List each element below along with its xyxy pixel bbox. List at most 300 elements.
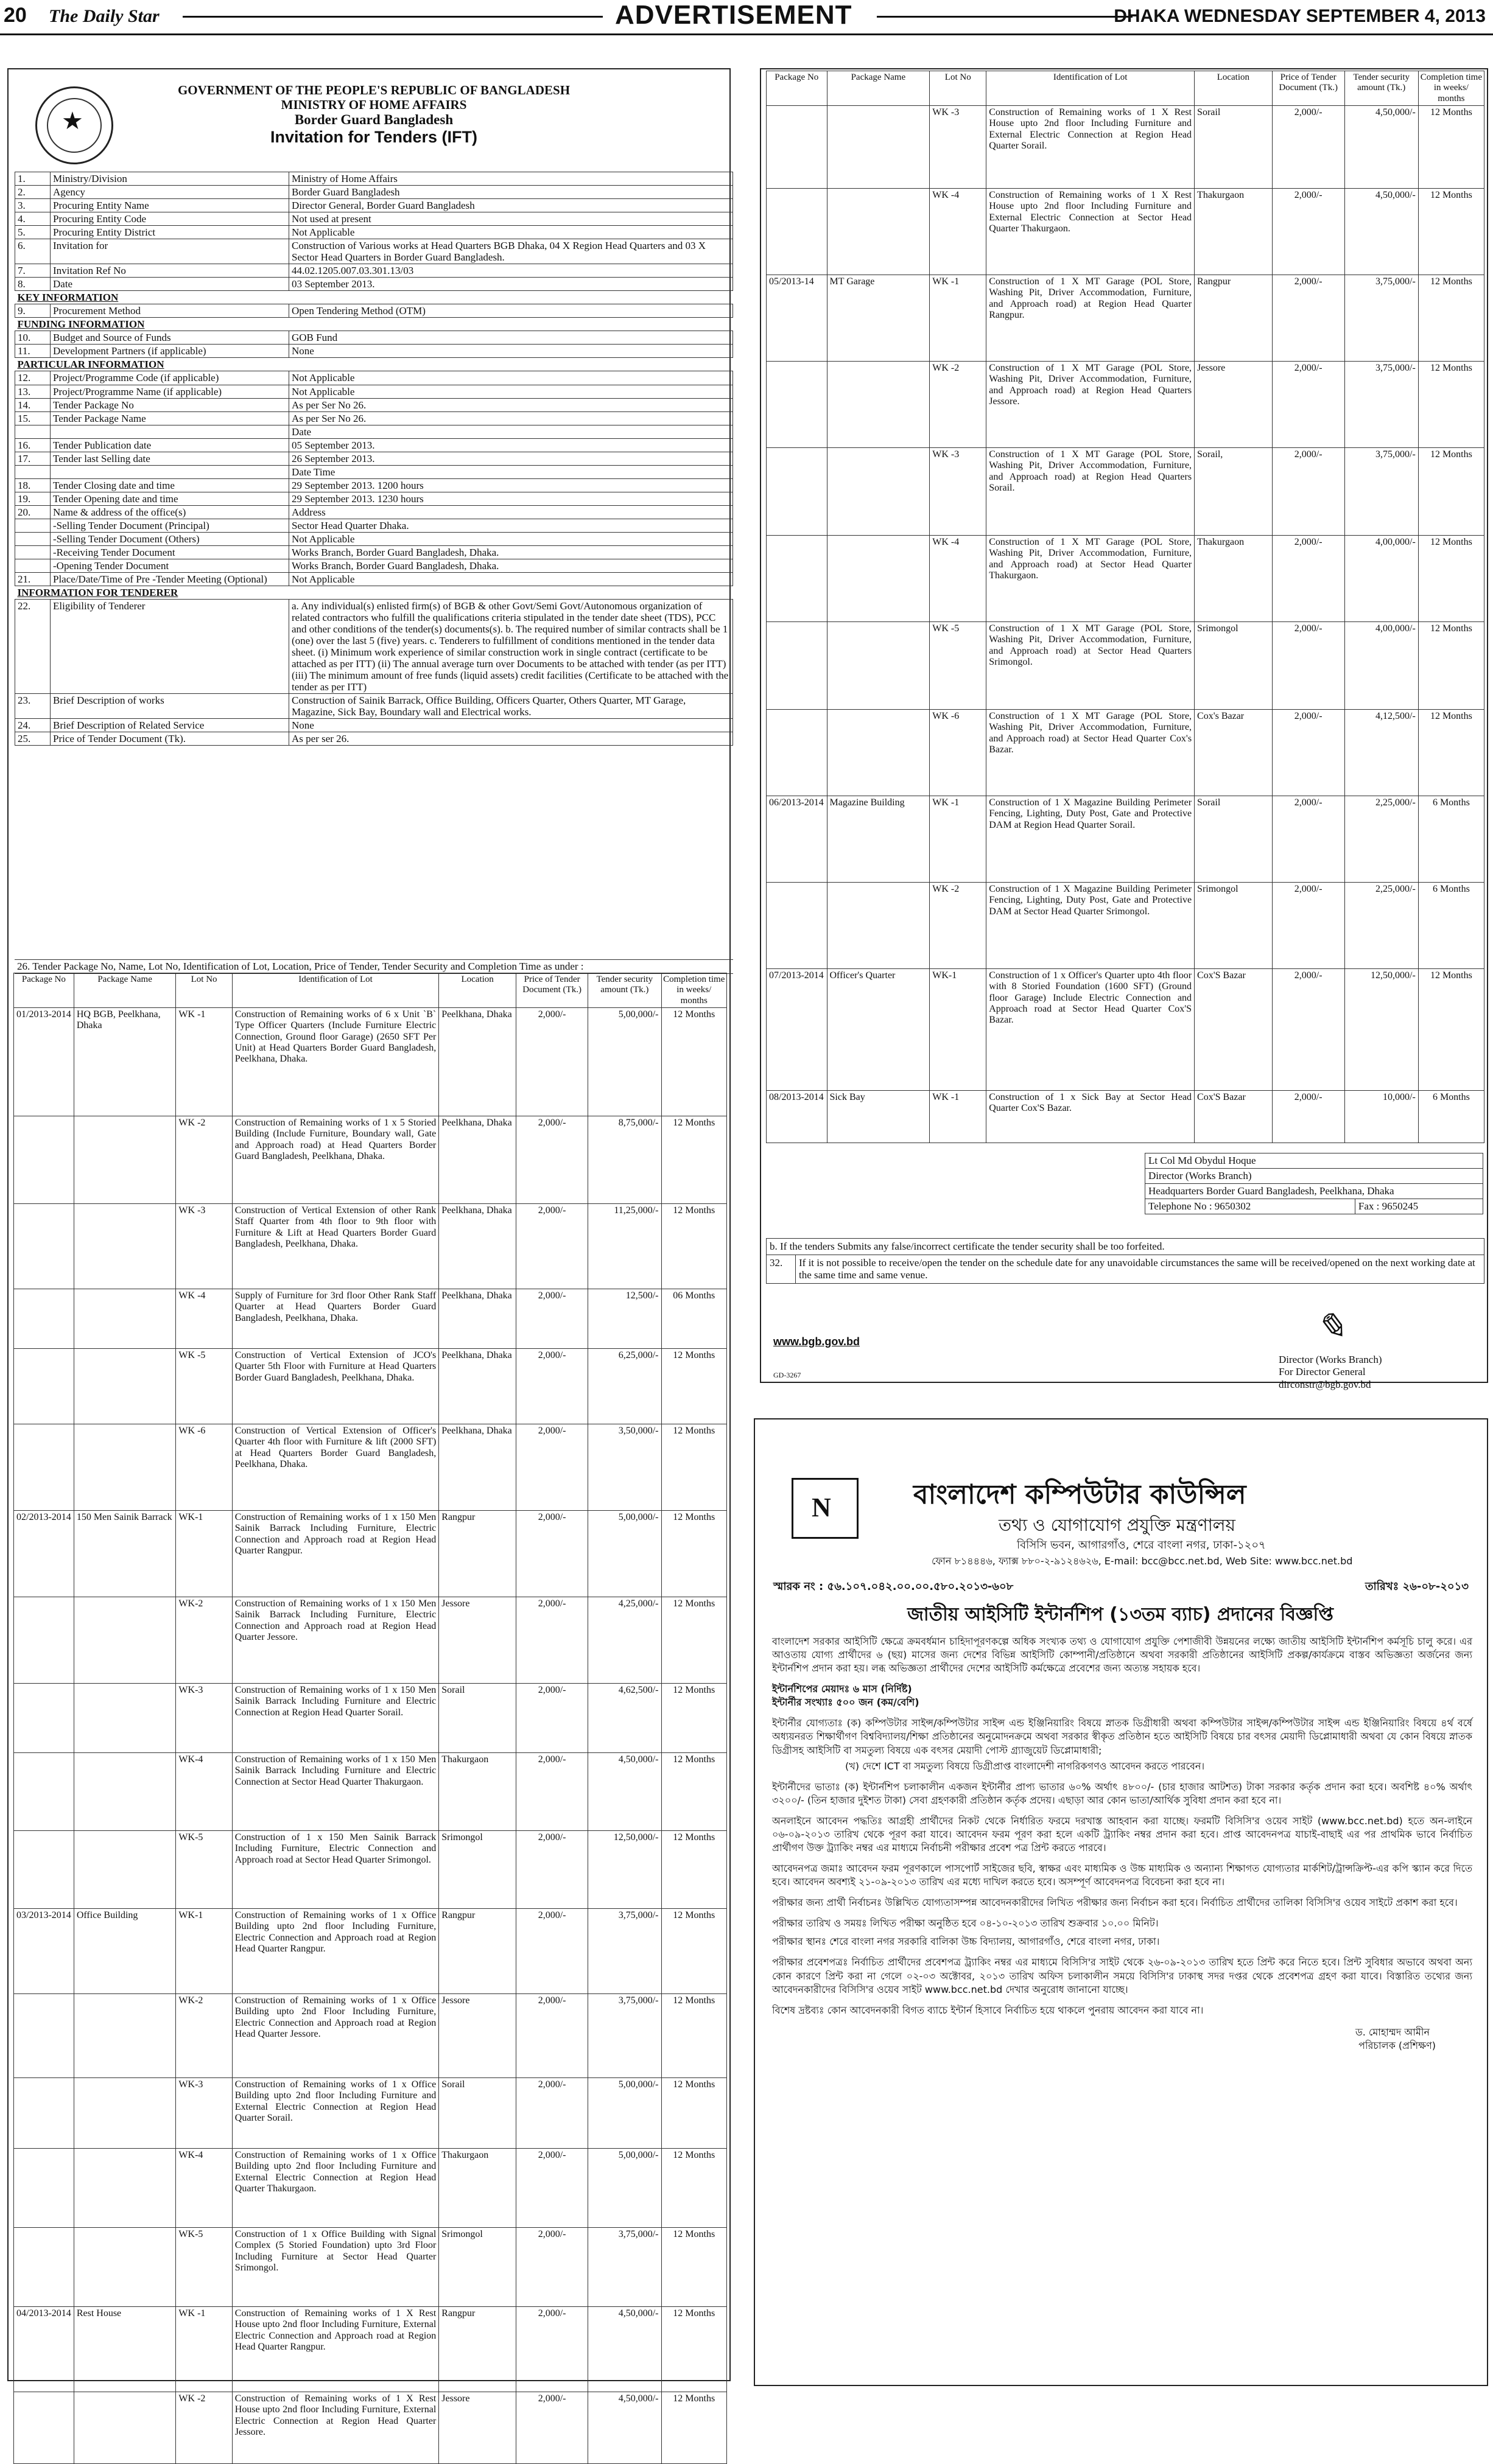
info-value: a. Any individual(s) enlisted firm(s) of BGB & other Govt/Semi Govt/Autonomous organization of related contractors who fulfill the qualifications criteria stipulated in the tender date sheet (TDS), PCC and other conditions of the tender(s) documents(s). b. The required number of similar contracts shall be 1 (one) over the last 5 (five) years. c. Tenderers to fulfillment of conditions mentioned in the tender data sheet. (i) Minimum work experience of similar construction work in single contract (certificate to be attached as per ITT) (ii) The annual average turn over Documents to be attached with tender (as per ITT) (iii) The minimum amount of free funds (liquid assets) credit facilities (Certificate to be attached with the tender as per ITT) [289, 600, 733, 694]
package-cell-price: 2,000/- [516, 1424, 588, 1510]
package-cell-lot: WK -4 [930, 188, 986, 275]
package-cell-lot: WK -3 [930, 447, 986, 535]
info-row [15, 278, 733, 291]
info-section-heading: PARTICULAR INFORMATION [15, 358, 733, 371]
info-value: GOB Fund [289, 331, 733, 345]
package-cell-sec: 12,50,000/- [1344, 968, 1418, 1090]
package-cell-price: 2,000/- [516, 1993, 588, 2077]
package-cell-loc: Thakurgaon [1195, 188, 1273, 275]
info-number: 10. [15, 331, 51, 345]
package-cell-sec: 5,00,000/- [588, 1510, 661, 1597]
package-cell-price: 2,000/- [516, 1203, 588, 1289]
package-row [14, 2392, 727, 2463]
package-cell-loc: Cox'S Bazar [1195, 968, 1273, 1090]
package-cell-time: 6 Months [1418, 1090, 1484, 1143]
info-value: Ministry of Home Affairs [289, 172, 733, 186]
package-cell-sec: 3,75,000/- [1344, 447, 1418, 535]
package-cell-name: HQ BGB, Peelkhana, Dhaka [74, 1007, 176, 1116]
info-label: Project/Programme Name (if applicable) [51, 385, 289, 398]
package-cell-time: 12 Months [661, 2392, 726, 2463]
package-cell-lot: WK-4 [176, 2148, 232, 2227]
column-header: Price of Tender Document (Tk.) [516, 973, 588, 1008]
package-cell-price: 2,000/- [1272, 968, 1344, 1090]
package-cell-pkg [14, 1830, 74, 1908]
package-cell-id: Construction of 1 x Officer's Quarter upto 4th floor with 8 Storied Foundation (1600 SFT) (Ground floor Garage) Include Electric Connection and Approach road at Sector Head Quarter Cox'S Bazar. [986, 968, 1195, 1090]
package-cell-pkg [14, 1289, 74, 1348]
package-cell-lot: WK-2 [176, 1597, 232, 1683]
info-value: None [289, 719, 733, 732]
info-row [15, 519, 733, 532]
info-row [15, 425, 733, 438]
package-row [14, 2306, 727, 2392]
package-cell-price: 2,000/- [516, 1510, 588, 1597]
package-cell-loc: Jessore [1195, 361, 1273, 447]
info-section-heading: INFORMATION FOR TENDERER [15, 586, 733, 599]
package-cell-lot: WK-1 [176, 1908, 232, 1993]
info-label [51, 425, 289, 438]
info-value: Date Time [289, 465, 733, 478]
info-number: 2. [15, 186, 51, 199]
package-cell-pkg: 03/2013-2014 [14, 1908, 74, 1993]
package-cell-loc: Srimongol [439, 1830, 516, 1908]
package-cell-lot: WK -2 [930, 882, 986, 968]
package-cell-loc: Sorail, [1195, 447, 1273, 535]
package-row [767, 535, 1484, 621]
package-cell-sec: 4,00,000/- [1344, 621, 1418, 709]
package-row [14, 1683, 727, 1752]
section-title: ADVERTISEMENT [615, 0, 852, 30]
package-row [14, 2227, 727, 2306]
info-label: Date [51, 278, 289, 291]
package-cell-time: 12 Months [661, 1830, 726, 1908]
package-row [767, 105, 1484, 188]
package-row [14, 1993, 727, 2077]
package-cell-name [827, 709, 930, 796]
package-cell-time: 12 Months [1418, 621, 1484, 709]
package-cell-name: 150 Men Sainik Barrack [74, 1510, 176, 1597]
info-number [15, 465, 51, 478]
package-cell-lot: WK-3 [176, 1683, 232, 1752]
package-cell-pkg [14, 2392, 74, 2463]
package-cell-id: Construction of Vertical Extension of Officer's Quarter 4th floor with Furniture & lift (2000 SFT) at Head Quarters Border Guard Bangladesh, Peelkhana, Dhaka. [232, 1424, 438, 1510]
package-cell-name [827, 361, 930, 447]
package-cell-price: 2,000/- [1272, 535, 1344, 621]
info-number: 18. [15, 478, 51, 492]
package-cell-name [74, 1683, 176, 1752]
package-cell-loc: Srimongol [439, 2227, 516, 2306]
info-number: 19. [15, 492, 51, 505]
column-header: Location [1195, 71, 1273, 106]
info-row [15, 199, 733, 212]
tender-info-table [15, 172, 733, 746]
info-label: Price of Tender Document (Tk). [51, 732, 289, 746]
info-number: 20. [15, 505, 51, 519]
package-cell-id: Construction of Vertical Extension of JCO's Quarter 5th Floor with Furniture at Head Quarters Border Guard Bangladesh, Peelkhana, Dhaka. [232, 1348, 438, 1424]
info-row [15, 345, 733, 358]
package-cell-id: Construction of Remaining works of 1 X Rest House upto 2nd floor Including Furniture and External Electric Connection at Sector Head Quarter Thakurgaon. [986, 188, 1195, 275]
bcc-address: বিসিসি ভবন, আগারগাঁও, শেরে বাংলা নগর, ঢাকা-১২০৭ [1017, 1539, 1266, 1552]
info-label: Development Partners (if applicable) [51, 345, 289, 358]
package-cell-id: Construction of 1 x 150 Men Sainik Barrack Including Furniture, Electric Connection and Approach road at Sector Head Quarter Srimongol. [232, 1830, 438, 1908]
info-value: Not Applicable [289, 572, 733, 586]
para-intro: বাংলাদেশ সরকার আইসিটি ক্ষেত্রে ক্রমবর্ধমান চাহিদাপূরণকল্পে অধিক সংখ্যক তথ্য ও যোগাযোগ প্রযুক্তি পেশাজীবী উন্নয়নের লক্ষ্যে জাতীয় আইসিটি ইন্টার্নশিপ কর্মসূচি চালু করে। এর আওতায় যোগ্য প্রার্থীদের ৬ (ছয়) মাসের জন্য দেশের বিভিন্ন আইসিটি কোম্পানী/প্রতিষ্ঠানে অথবা সরকারী প্রতিষ্ঠানের আইসিটি প্রকল্প/কার্যক্রমে বাস্তব অভিজ্ঞতা অর্জনের জন্য ইন্টার্নশিপ প্রদান করা হয়। লব্ধ অভিজ্ঞতা প্রার্থীদের দেশের আইসিটি কর্মক্ষেত্রে প্রবেশের জন্য অত্যন্ত সহায়ক হবে। [772, 1636, 1472, 1675]
package-cell-id: Construction of 1 X MT Garage (POL Store, Washing Pit, Driver Accommodation, Furniture, and Approach road) at Region Head Quarter Rangpur. [986, 275, 1195, 361]
info-value: Not used at present [289, 212, 733, 226]
package-cell-sec: 3,75,000/- [1344, 361, 1418, 447]
package-cell-lot: WK-4 [176, 1752, 232, 1830]
package-cell-lot: WK-2 [176, 1993, 232, 2077]
package-cell-sec: 4,50,000/- [588, 2306, 661, 2392]
package-cell-id: Construction of Remaining works of 1 X Rest House upto 2nd floor Including Furniture and External Electric Connection at Region Head Quarter Sorail. [986, 105, 1195, 188]
info-label: Budget and Source of Funds [51, 331, 289, 345]
info-row [15, 732, 733, 746]
package-cell-lot: WK-5 [176, 1830, 232, 1908]
info-label: Procurement Method [51, 304, 289, 318]
note-32-number: 32. [767, 1255, 796, 1284]
package-cell-id: Construction of 1 X Magazine Building Perimeter Fencing, Lighting, Duty Post, Gate and Protective DAM at Region Head Quarter Sorail. [986, 796, 1195, 882]
info-value: None [289, 345, 733, 358]
package-cell-time: 12 Months [1418, 968, 1484, 1090]
info-row [15, 172, 733, 186]
info-label: Eligibility of Tenderer [51, 600, 289, 694]
director-email: dirconstr@bgb.gov.bd [1279, 1378, 1371, 1390]
info-label: Invitation for [51, 239, 289, 264]
info-number: 4. [15, 212, 51, 226]
package-cell-pkg: 07/2013-2014 [767, 968, 827, 1090]
package-row [14, 1597, 727, 1683]
package-cell-pkg [767, 361, 827, 447]
info-value: 03 September 2013. [289, 278, 733, 291]
para-exam-venue: পরীক্ষার স্থানঃ শেরে বাংলা নগর সরকারি বালিকা উচ্চ বিদ্যালয়, আগারগাঁও, শেরে বাংলা নগর, ঢাকা। [772, 1936, 1160, 1948]
package-row [767, 188, 1484, 275]
signatory-bn-name: ড. মোহাম্মদ আমীন [1355, 2026, 1430, 2038]
package-row [14, 1510, 727, 1597]
package-cell-name [827, 882, 930, 968]
package-cell-name [827, 535, 930, 621]
package-cell-pkg [14, 1752, 74, 1830]
package-cell-pkg: 08/2013-2014 [767, 1090, 827, 1143]
info-row [15, 545, 733, 559]
info-value: Works Branch, Border Guard Bangladesh, Dhaka. [289, 559, 733, 572]
package-row [14, 1289, 727, 1348]
package-cell-time: 12 Months [661, 1203, 726, 1289]
note-32: If it is not possible to receive/open the tender on the schedule date for any unavoidable circumstances the same will be received/opened on the next working date at the same time and same venue. [796, 1255, 1484, 1284]
package-cell-lot: WK -3 [176, 1203, 232, 1289]
bcc-contact: ফোন ৮১৪৪৪৬, ফ্যাক্স ৮৮০-২-৯১২৪৬২৬, E-mail: bcc@bcc.net.bd, Web Site: www.bcc.net.bd [932, 1555, 1353, 1567]
info-row [15, 264, 733, 278]
column-header: Location [439, 973, 516, 1008]
info-number: 1. [15, 172, 51, 186]
info-number [15, 519, 51, 532]
info-row [15, 304, 733, 318]
package-row [14, 1752, 727, 1830]
director-for: For Director General [1279, 1366, 1366, 1378]
package-cell-time: 12 Months [661, 1348, 726, 1424]
package-cell-pkg [14, 1683, 74, 1752]
package-cell-sec: 4,50,000/- [1344, 188, 1418, 275]
package-cell-pkg [14, 2227, 74, 2306]
para-admit-card: পরীক্ষার প্রবেশপত্রঃ নির্বাচিত প্রার্থীদের প্রবেশপত্র ট্র্যাকিং নম্বর এর মাধ্যমে বিসিসি'র সাইট থেকে ২৬-০৯-২০১৩ তারিখ হতে প্রিন্ট করে নিতে হবে। প্রিন্ট সুবিধার অভাবে অথবা অন্য কোন কারণে প্রিন্ট করা না গেলে ০২-০৩ অক্টোবর, ২০১৩ তারিখ অফিস চলাকালীন সময়ে বিসিসি'র ঢাকাস্থ সদর দপ্তর থেকে প্রবেশপত্র গ্রহণ করা যাবে। বিস্তারিত তথ্যের জন্য আবেদনকারীদের বিসিসি'র ওয়েব সাইট www.bcc.net.bd দেখার অনুরোধ জানানো যাচ্ছে। [772, 1956, 1472, 1995]
package-cell-time: 12 Months [1418, 188, 1484, 275]
package-row [14, 1830, 727, 1908]
info-number: 16. [15, 438, 51, 452]
package-cell-lot: WK -2 [176, 1116, 232, 1203]
package-cell-time: 12 Months [1418, 361, 1484, 447]
package-cell-lot: WK -1 [176, 2306, 232, 2392]
column-header: Package Name [827, 71, 930, 106]
signatory-block [1145, 1153, 1483, 1214]
dateline: DHAKA WEDNESDAY SEPTEMBER 4, 2013 [1114, 6, 1486, 26]
package-cell-price: 2,000/- [1272, 709, 1344, 796]
package-cell-lot: WK-1 [930, 968, 986, 1090]
package-cell-time: 12 Months [1418, 535, 1484, 621]
package-cell-price: 2,000/- [516, 1116, 588, 1203]
package-cell-pkg [14, 1116, 74, 1203]
package-cell-sec: 5,00,000/- [588, 1007, 661, 1116]
package-cell-time: 12 Months [661, 1597, 726, 1683]
info-value: Construction of Various works at Head Quarters BGB Dhaka, 04 X Region Head Quarters and 03 X Sector Head Quarters in Border Guard Bangladesh. [289, 239, 733, 264]
package-cell-sec: 2,25,000/- [1344, 882, 1418, 968]
package-cell-time: 12 Months [661, 1752, 726, 1830]
package-cell-name [827, 621, 930, 709]
info-value: Not Applicable [289, 385, 733, 398]
package-cell-pkg [767, 447, 827, 535]
package-row [767, 1090, 1484, 1143]
package-cell-time: 12 Months [661, 2306, 726, 2392]
info-label: Tender last Selling date [51, 452, 289, 465]
package-cell-id: Construction of 1 x Office Building with Signal Complex (5 Storied Foundation) upto 3rd Floor Including Furniture at Sector Head Quarter Srimongol. [232, 2227, 438, 2306]
info-row [15, 600, 733, 694]
package-cell-id: Construction of 1 X MT Garage (POL Store, Washing Pit, Driver Accommodation, Furniture, and Approach road) at Sector Head Quarter Cox's Bazar. [986, 709, 1195, 796]
package-cell-lot: WK -3 [930, 105, 986, 188]
package-table-right [766, 71, 1484, 1143]
info-row [15, 385, 733, 398]
package-cell-time: 6 Months [1418, 882, 1484, 968]
bgb-website-link[interactable]: www.bgb.gov.bd [773, 1335, 860, 1348]
info-row [15, 239, 733, 264]
column-header: Tender security amount (Tk.) [1344, 71, 1418, 106]
para-eligibility: ইন্টার্নীর যোগ্যতাঃ (ক) কম্পিউটার সাইন্স/কম্পিউটার সাইন্স এন্ড ইঞ্জিনিয়ারিং বিষয়ে স্নাতক ডিগ্রীধারী অথবা কম্পিউটার সাইন্স/কম্পিউটার সাইন্স এন্ড ইঞ্জিনিয়ারিং বিষয়ে ৪র্থ বর্ষে অধ্যয়নরত শিক্ষার্থীগণ বিশ্ববিদ্যালয়/শিক্ষা প্রতিষ্ঠানের অনুমোদনক্রমে অথবা সরকার স্বীকৃত প্রতিষ্ঠান হতে আইসিটি বিষয়ে চার বৎসর মেয়াদী ডিপ্লোমাধারী অথবা যে কোন বিষয়ে স্নাতক ডিগ্রীসহ আইসিটি বা সমতুল্য বিষয়ে এক বৎসর মেয়াদী পোস্ট গ্র্যাজুয়েট ডিপ্লোমাধারী; [772, 1717, 1472, 1756]
info-row [15, 505, 733, 519]
info-label: Agency [51, 186, 289, 199]
column-header: Lot No [176, 973, 232, 1008]
package-cell-sec: 8,75,000/- [588, 1116, 661, 1203]
para-special-note: বিশেষ দ্রষ্টব্যঃ কোন আবেদনকারী বিগত ব্যাচে ইন্টার্ন হিসাবে নির্বাচিত হয়ে থাকলে পুনরায় আবেদন করা যাবে না। [772, 2004, 1204, 2016]
package-cell-loc: Sorail [1195, 796, 1273, 882]
package-cell-name [74, 1424, 176, 1510]
info-label: Procuring Entity Name [51, 199, 289, 212]
package-cell-pkg [14, 1597, 74, 1683]
info-value: Not Applicable [289, 226, 733, 239]
package-cell-loc: Rangpur [439, 1908, 516, 1993]
info-label: Procuring Entity Code [51, 212, 289, 226]
info-value: Not Applicable [289, 532, 733, 545]
info-value: As per ser 26. [289, 732, 733, 746]
package-row [14, 2148, 727, 2227]
director-title: Director (Works Branch) [1279, 1354, 1382, 1365]
package-cell-sec: 4,00,000/- [1344, 535, 1418, 621]
package-cell-id: Construction of Remaining works of 1 X Rest House upto 2nd floor Including Furniture, External Electric Connection at Region Head Quarter Jessore. [232, 2392, 438, 2463]
package-cell-price: 2,000/- [516, 1348, 588, 1424]
package-cell-id: Construction of Remaining works of 1 x Office Building upto 2nd Floor Including Furniture, Electric Connection and Approach road at Region Head Quarter Jessore. [232, 1993, 438, 2077]
info-row [15, 572, 733, 586]
package-cell-sec: 2,25,000/- [1344, 796, 1418, 882]
package-cell-loc: Thakurgaon [439, 1752, 516, 1830]
package-cell-id: Construction of Remaining works of 1 x 150 Men Sainik Barrack Including Furniture, Electric Connection and Approach road at Region Head Quarter Rangpur. [232, 1510, 438, 1597]
package-cell-sec: 4,50,000/- [588, 1752, 661, 1830]
package-cell-price: 2,000/- [516, 2077, 588, 2148]
package-cell-loc: Peelkhana, Dhaka [439, 1424, 516, 1510]
package-cell-pkg [767, 882, 827, 968]
package-cell-name [74, 2077, 176, 2148]
package-cell-time: 12 Months [1418, 105, 1484, 188]
info-row [15, 452, 733, 465]
info-number: 3. [15, 199, 51, 212]
info-number [15, 559, 51, 572]
signature-mark: ✎ [1315, 1307, 1346, 1347]
package-cell-loc: Cox'S Bazar [1195, 1090, 1273, 1143]
column-header: Lot No [930, 71, 986, 106]
info-number: 23. [15, 694, 51, 719]
tender-notice-left [7, 68, 731, 2437]
info-label: Tender Closing date and time [51, 478, 289, 492]
package-row [767, 275, 1484, 361]
info-value: Address [289, 505, 733, 519]
govt-heading: GOVERNMENT OF THE PEOPLE'S REPUBLIC OF BANGLADESH [177, 83, 571, 97]
package-cell-loc: Peelkhana, Dhaka [439, 1203, 516, 1289]
column-header: Package Name [74, 973, 176, 1008]
package-cell-lot: WK -4 [176, 1289, 232, 1348]
package-cell-loc: Thakurgaon [439, 2148, 516, 2227]
header-rule-left [183, 16, 603, 18]
info-row [15, 331, 733, 345]
page-header [0, 0, 1493, 35]
package-cell-lot: WK -4 [930, 535, 986, 621]
package-row [767, 796, 1484, 882]
info-number [15, 532, 51, 545]
column-header: Package No [14, 973, 74, 1008]
gd-code: GD-3267 [773, 1371, 801, 1379]
package-cell-price: 2,000/- [1272, 361, 1344, 447]
package-cell-pkg [767, 709, 827, 796]
package-cell-name: MT Garage [827, 275, 930, 361]
package-cell-price: 2,000/- [1272, 796, 1344, 882]
info-value: 26 September 2013. [289, 452, 733, 465]
package-cell-id: Construction of Remaining works of 1 x 150 Men Sainik Barrack Including Furniture and Electric Connection at Sector Head Quarter Thakurgaon. [232, 1752, 438, 1830]
para-count: ইন্টার্নীর সংখ্যাঃ ৫০০ জন (কম/বেশি) [772, 1696, 919, 1709]
package-cell-pkg [767, 105, 827, 188]
package-cell-time: 12 Months [661, 2227, 726, 2306]
package-cell-pkg [767, 535, 827, 621]
ministry-heading: MINISTRY OF HOME AFFAIRS [281, 97, 467, 112]
info-value: Not Applicable [289, 371, 733, 385]
info-row [15, 186, 733, 199]
signatory-bn-title: পরিচালক (প্রশিক্ষণ) [1358, 2039, 1436, 2051]
info-number: 8. [15, 278, 51, 291]
package-cell-id: Construction of Remaining works of 1 x Office Building upto 2nd floor Including Furniture and External Electric Connection at Region Head Quarter Sorail. [232, 2077, 438, 2148]
info-value: 29 September 2013. 1200 hours [289, 478, 733, 492]
package-cell-time: 12 Months [1418, 275, 1484, 361]
info-row [15, 465, 733, 478]
info-label [51, 465, 289, 478]
info-number: 15. [15, 411, 51, 425]
info-number: 17. [15, 452, 51, 465]
package-cell-name [827, 188, 930, 275]
package-cell-lot: WK -1 [930, 1090, 986, 1143]
package-cell-sec: 4,50,000/- [1344, 105, 1418, 188]
package-cell-loc: Peelkhana, Dhaka [439, 1348, 516, 1424]
package-cell-time: 12 Months [661, 1424, 726, 1510]
package-cell-time: 12 Months [661, 1510, 726, 1597]
package-cell-time: 12 Months [661, 2148, 726, 2227]
info-label: Place/Date/Time of Pre -Tender Meeting (Optional) [51, 572, 289, 586]
signatory-name: Lt Col Md Obydul Hoque [1145, 1153, 1483, 1169]
column-header: Tender security amount (Tk.) [588, 973, 661, 1008]
director-signature [1279, 1307, 1382, 1391]
package-cell-sec: 3,75,000/- [1344, 275, 1418, 361]
column-header: Package No [767, 71, 827, 106]
package-cell-price: 2,000/- [1272, 1090, 1344, 1143]
package-cell-pkg [14, 2077, 74, 2148]
package-cell-name: Office Building [74, 1908, 176, 1993]
para-submission: আবেদনপত্র জমাঃ আবেদন ফরম পূরণকালে পাসপোর্ট সাইজের ছবি, স্বাক্ষর এবং মাধ্যমিক ও উচ্চ মাধ্যমিক ও অন্যান্য শিক্ষাগত যোগ্যতার মার্কশিট/ট্রান্সক্রিপ্ট-এর কপি স্ক্যান করে দিতে হবে। আবেদন অবশ্যই ২১-০৯-২০১৩ তারিখ এর মধ্যে দাখিল করতে হবে। অসম্পূর্ণ আবেদনপত্র বিবেচনা করা হবে না। [772, 1863, 1472, 1888]
info-row [15, 226, 733, 239]
column-header: Price of Tender Document (Tk.) [1272, 71, 1344, 106]
notice-title: জাতীয় আইসিটি ইন্টার্নশিপ (১৩তম ব্যাচ) প্রদানের বিজ্ঞপ্তি [907, 1604, 1333, 1625]
info-label: Tender Package Name [51, 411, 289, 425]
notice-body [772, 1635, 1472, 2053]
package-row [14, 1348, 727, 1424]
package-cell-loc: Peelkhana, Dhaka [439, 1007, 516, 1116]
package-cell-name [74, 1993, 176, 2077]
package-cell-sec: 10,000/- [1344, 1090, 1418, 1143]
package-cell-sec: 5,00,000/- [588, 2148, 661, 2227]
info-number: 9. [15, 304, 51, 318]
package-row [767, 968, 1484, 1090]
info-row [15, 358, 733, 371]
info-label: Brief Description of Related Service [51, 719, 289, 732]
info-number: 12. [15, 371, 51, 385]
bcc-title: বাংলাদেশ কম্পিউটার কাউন্সিল [913, 1479, 1246, 1510]
info-number: 25. [15, 732, 51, 746]
package-cell-name [827, 447, 930, 535]
package-cell-lot: WK-1 [176, 1510, 232, 1597]
info-number: 14. [15, 398, 51, 411]
package-cell-name [74, 2392, 176, 2463]
package-cell-price: 2,000/- [516, 2227, 588, 2306]
info-row [15, 719, 733, 732]
package-cell-lot: WK -5 [930, 621, 986, 709]
info-row [15, 398, 733, 411]
package-cell-time: 12 Months [661, 1007, 726, 1116]
package-cell-sec: 3,75,000/- [588, 1993, 661, 2077]
info-number [15, 545, 51, 559]
package-cell-loc: Cox's Bazar [1195, 709, 1273, 796]
memo-date: তারিখঃ ২৬-০৮-২০১৩ [1365, 1580, 1469, 1593]
note-b: b. If the tenders Submits any false/incorrect certificate the tender security shall be too forfeited. [767, 1239, 1484, 1255]
package-cell-lot: WK -1 [930, 275, 986, 361]
package-row [767, 447, 1484, 535]
package-cell-loc: Sorail [439, 2077, 516, 2148]
package-cell-pkg [14, 1348, 74, 1424]
package-cell-name [74, 1348, 176, 1424]
package-cell-lot: WK -2 [930, 361, 986, 447]
package-cell-id: Supply of Furniture for 3rd floor Other Rank Staff Quarter at Head Quarters Border Guard Bangladesh, Peelkhana, Dhaka. [232, 1289, 438, 1348]
package-cell-sec: 4,50,000/- [588, 2392, 661, 2463]
para-allowance: ইন্টার্নীদের ভাতাঃ (ক) ইন্টার্নশিপ চলাকালীন একজন ইন্টার্নীর প্রাপ্য ভাতার ৬০% অর্থাৎ ৪৮০০/- (চার হাজার আটশত) টাকা সরকার কর্তৃক প্রদান করা হবে। অবশিষ্ট ৪০% অর্থাৎ ৩২০০/- (তিন হাজার দুইশত টাকা) সেবা গ্রহণকারী প্রতিষ্ঠান কর্তৃক প্রদেয়। এছাড়া আর কোন ভাতা/আর্থিক সুবিধা প্রদান করা হবে না। [772, 1780, 1472, 1806]
tender-notes [766, 1238, 1484, 1284]
package-cell-price: 2,000/- [516, 2392, 588, 2463]
